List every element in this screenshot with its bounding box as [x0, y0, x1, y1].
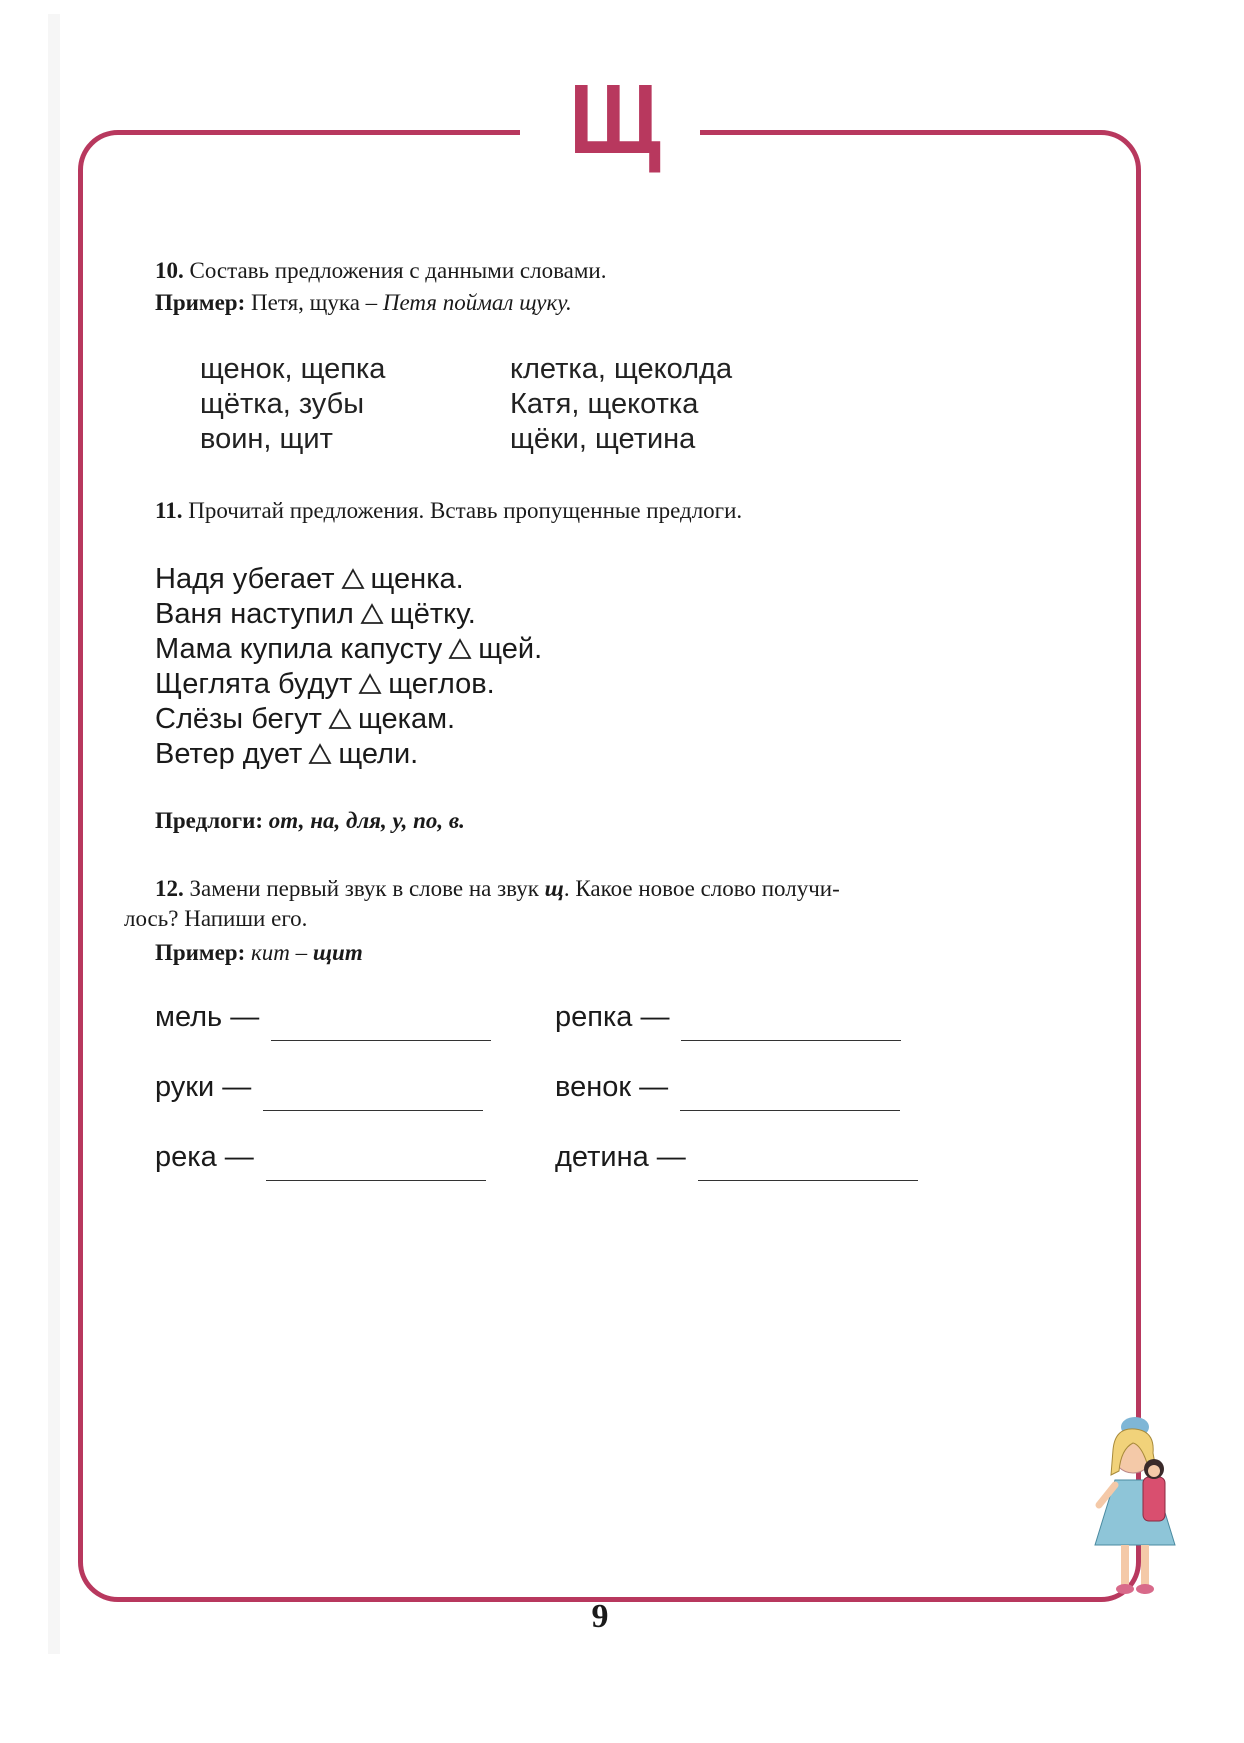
pair-left: щётка, зубы: [200, 388, 365, 420]
word-replacement-list: [155, 1000, 955, 1210]
answer-blank[interactable]: [680, 1070, 900, 1111]
scan-edge: [48, 14, 60, 1654]
sentences-list: [155, 562, 542, 772]
source-word: детина —: [555, 1141, 686, 1173]
sentence: [155, 702, 542, 737]
word-row: [155, 1000, 955, 1070]
sentence-end: щенка.: [370, 563, 464, 595]
pair-left: щенок, щепка: [200, 353, 386, 385]
sentence-start: Надя убегает: [155, 563, 335, 595]
pair-row: [200, 352, 820, 387]
word-row: [155, 1140, 955, 1210]
task-text-a: Замени первый звук в слове на звук: [189, 876, 539, 901]
prepositions-line: [155, 808, 465, 834]
task-sound: щ: [544, 876, 564, 901]
word-cell: [555, 1000, 955, 1041]
sentence: [155, 667, 542, 702]
prepositions-list: от, на, для, у, по, в.: [268, 808, 465, 833]
triangle-gap-icon: [358, 673, 382, 695]
sentence-end: щели.: [338, 738, 419, 770]
header-letter: Щ: [569, 64, 661, 174]
source-word: репка —: [555, 1001, 670, 1033]
answer-blank[interactable]: [681, 1000, 901, 1041]
task-12-instruction-cont: [124, 906, 307, 932]
source-word: река —: [155, 1141, 254, 1173]
pair-row: [200, 387, 820, 422]
word-row: [155, 1070, 955, 1140]
triangle-gap-icon: [360, 603, 384, 625]
sentence-end: щеглов.: [388, 668, 495, 700]
pair-row: [200, 422, 820, 457]
task-11-instruction: [155, 498, 742, 524]
sentence-start: Щеглята будут: [155, 668, 353, 700]
example-word: кит –: [251, 940, 308, 965]
pair-right: щёки, щетина: [510, 423, 696, 455]
word-pairs: [200, 352, 820, 457]
example-words: Петя, щука –: [251, 290, 378, 315]
sentence-end: щей.: [478, 633, 543, 665]
sentence-start: Мама купила капусту: [155, 633, 443, 665]
triangle-gap-icon: [448, 638, 472, 660]
sentence: [155, 632, 542, 667]
answer-blank[interactable]: [263, 1070, 483, 1111]
word-cell: [155, 1000, 555, 1041]
task-12-example: [155, 940, 363, 966]
page-number: 9: [591, 1598, 609, 1635]
answer-blank[interactable]: [266, 1140, 486, 1181]
girl-with-doll-illustration: [1085, 1405, 1205, 1605]
triangle-gap-icon: [328, 708, 352, 730]
example-answer: щит: [312, 940, 363, 965]
sentence: [155, 562, 542, 597]
sentence-end: щётку.: [389, 598, 476, 630]
triangle-gap-icon: [308, 743, 332, 765]
task-number: 10.: [155, 258, 184, 283]
task-text: Составь предложения с данными словами.: [189, 258, 607, 283]
word-cell: [155, 1140, 555, 1181]
word-cell: [555, 1140, 955, 1181]
source-word: венок —: [555, 1071, 669, 1103]
source-word: мель —: [155, 1001, 260, 1033]
sentence: [155, 597, 542, 632]
task-10-example: [155, 290, 572, 316]
word-cell: [555, 1070, 955, 1111]
source-word: руки —: [155, 1071, 252, 1103]
prepositions-label: Предлоги:: [155, 808, 263, 833]
task-text-c: лось? Напиши его.: [124, 906, 308, 931]
task-number: 11.: [155, 498, 183, 523]
example-label: Пример:: [155, 940, 246, 965]
sentence-end: щекам.: [357, 703, 456, 735]
pair-right: клетка, щеколда: [510, 353, 733, 385]
triangle-gap-icon: [341, 568, 365, 590]
sentence-start: Слёзы бегут: [155, 703, 322, 735]
word-cell: [155, 1070, 555, 1111]
page-frame: [78, 130, 1141, 1602]
task-10-instruction: [155, 258, 606, 284]
task-text: Прочитай предложения. Вставь пропущенные предлоги.: [188, 498, 743, 523]
task-12-instruction: [155, 876, 1055, 902]
answer-blank[interactable]: [271, 1000, 491, 1041]
example-answer: Петя поймал щуку.: [382, 290, 572, 315]
pair-left: воин, щит: [200, 423, 333, 455]
task-number: 12.: [155, 876, 184, 901]
sentence-start: Ваня наступил: [155, 598, 354, 630]
answer-blank[interactable]: [698, 1140, 918, 1181]
pair-right: Катя, щекотка: [510, 388, 699, 420]
sentence-start: Ветер дует: [155, 738, 303, 770]
task-text-b: . Какое новое слово получи-: [563, 876, 840, 901]
sentence: [155, 737, 542, 772]
example-label: Пример:: [155, 290, 246, 315]
